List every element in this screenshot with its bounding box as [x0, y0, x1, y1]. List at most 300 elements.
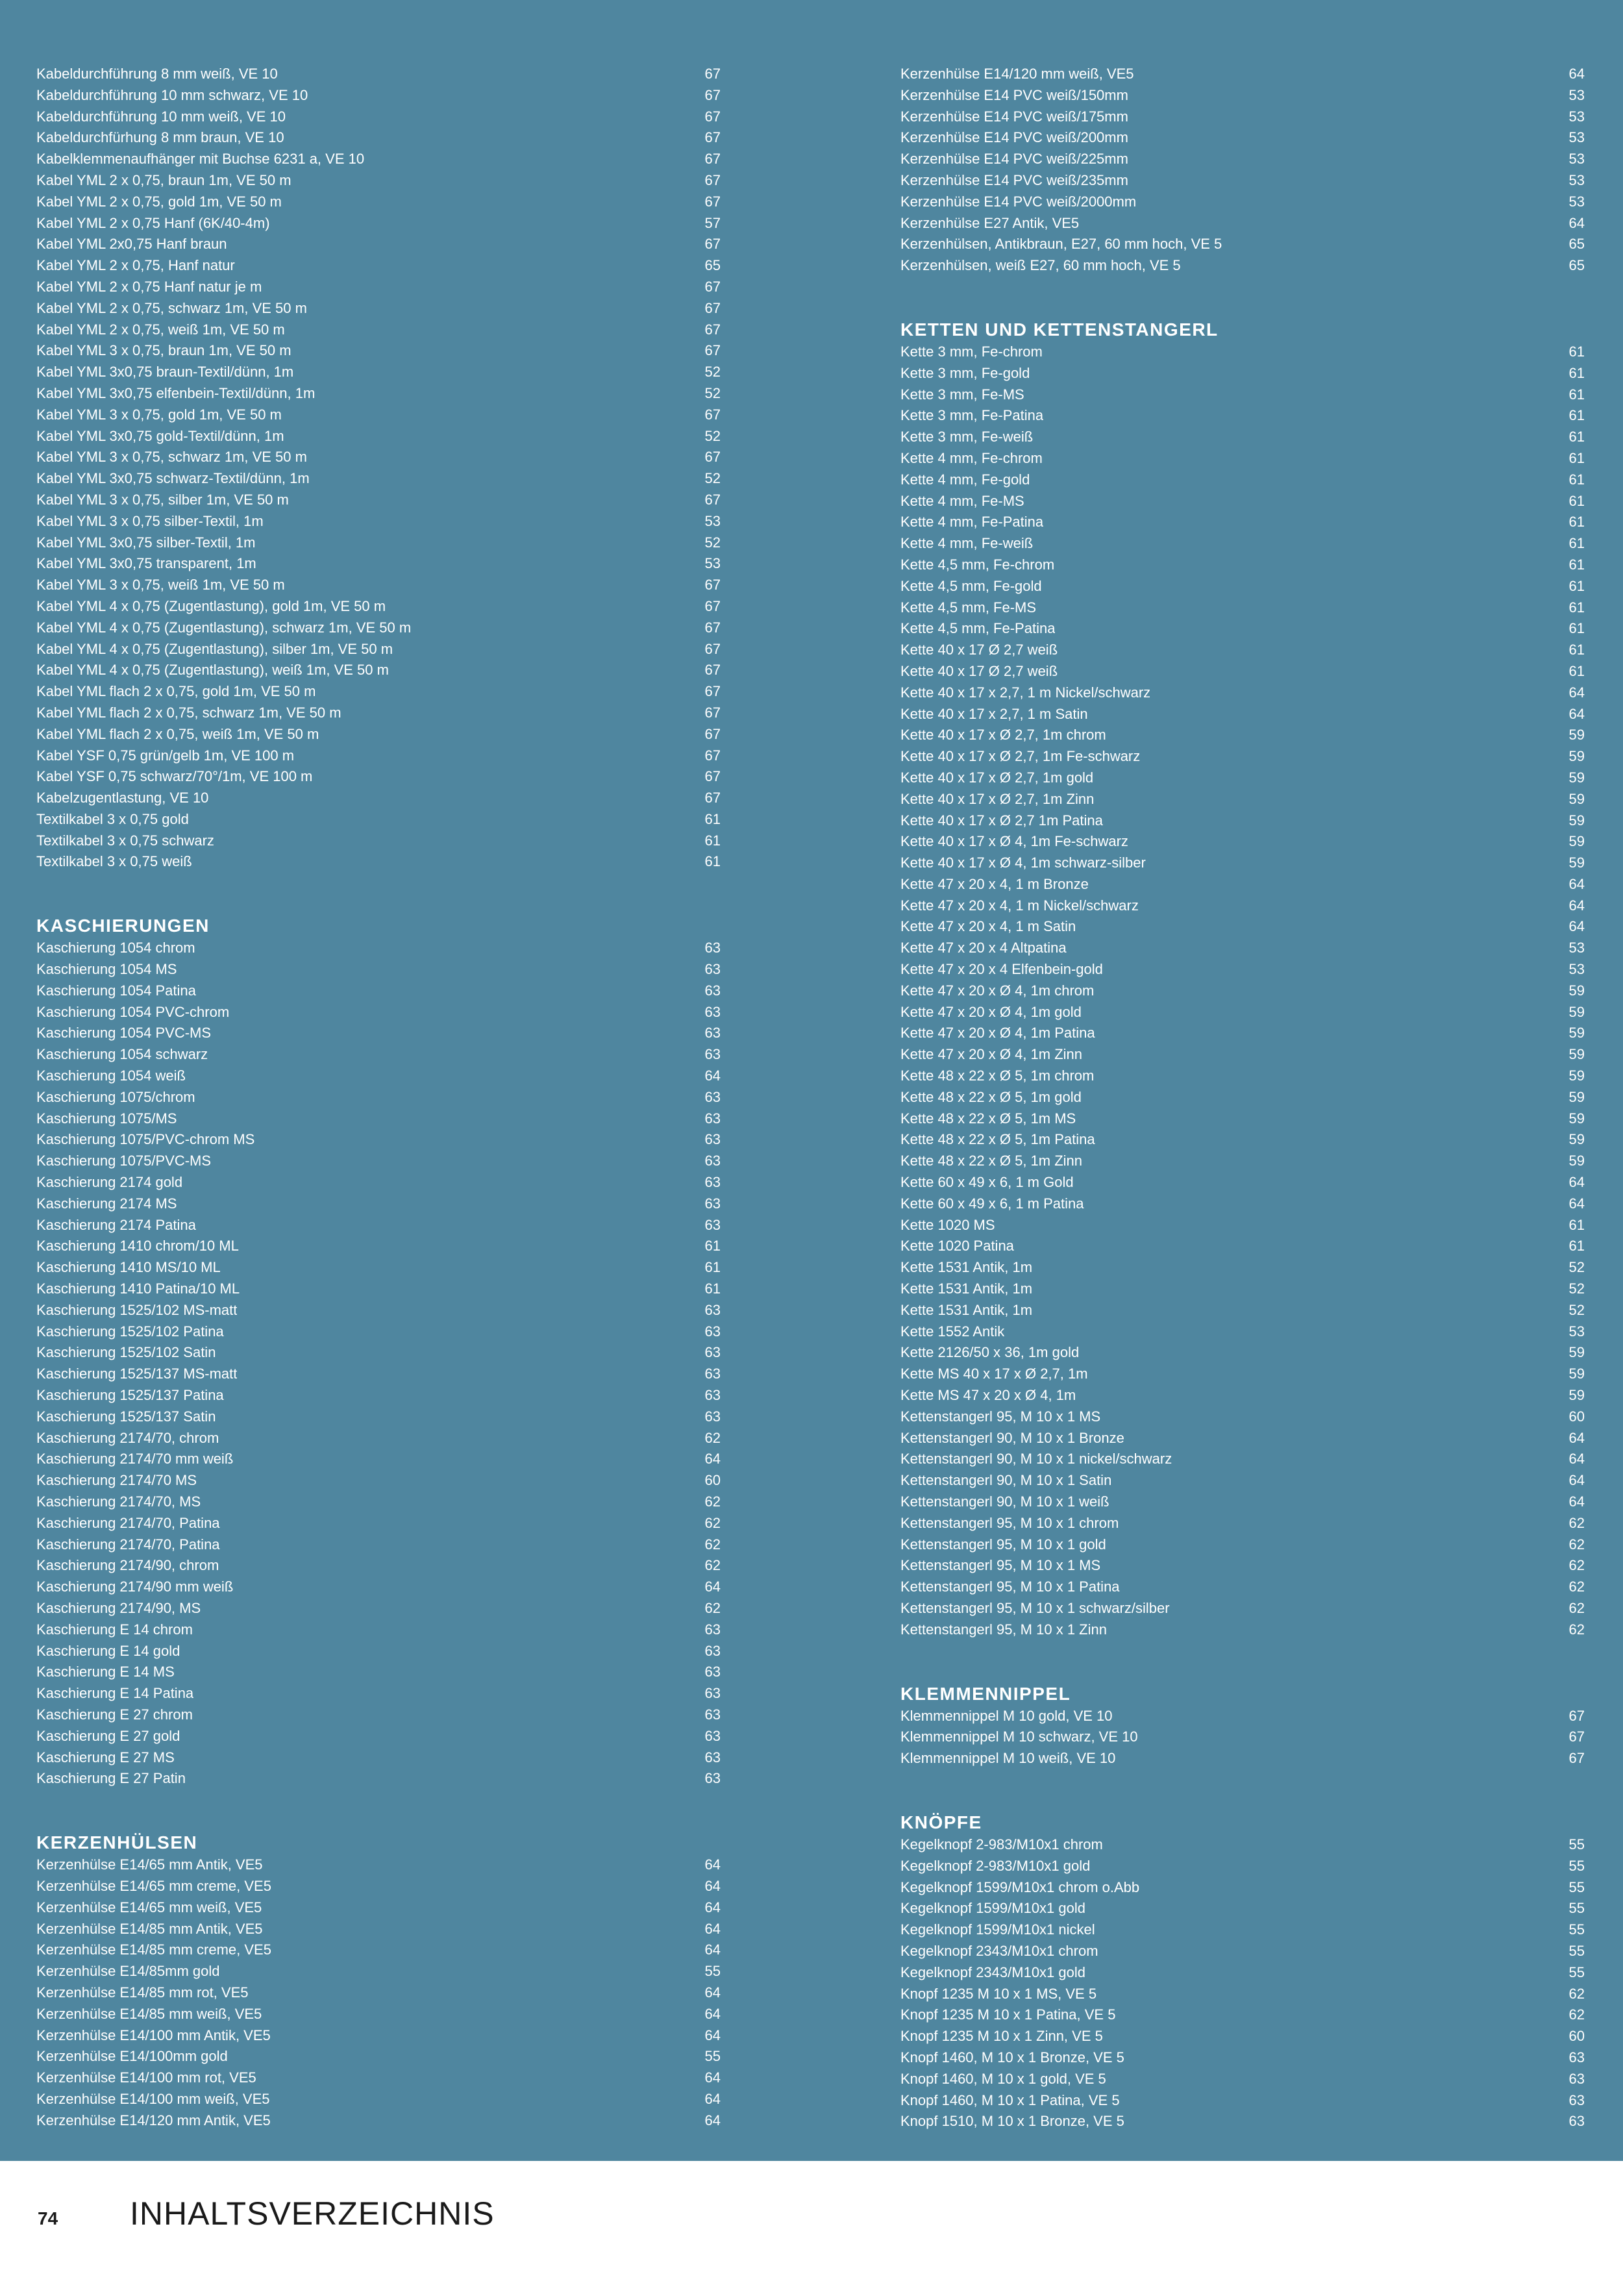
entry-page: 67 — [704, 151, 721, 168]
entry-label: Kaschierung 2174/70, Patina — [36, 1536, 220, 1553]
index-entry — [900, 106, 1585, 128]
index-entry — [900, 1129, 1585, 1151]
index-entry — [900, 1877, 1585, 1899]
entry-label: Kette 47 x 20 x Ø 4, 1m gold — [900, 1003, 1082, 1020]
entry-page: 61 — [1568, 492, 1585, 509]
entry-label: Klemmennippel M 10 schwarz, VE 10 — [900, 1728, 1138, 1745]
entry-page: 59 — [1568, 1387, 1585, 1404]
index-entry — [900, 1577, 1585, 1598]
entry-label: Kette 1552 Antik — [900, 1323, 1005, 1340]
index-entry — [900, 491, 1585, 512]
entry-page: 63 — [1568, 2049, 1585, 2065]
index-section — [900, 319, 1585, 1641]
entry-page: 59 — [1568, 982, 1585, 999]
entry-label: Kegelknopf 1599/M10x1 nickel — [900, 1921, 1095, 1938]
entry-page: 62 — [1568, 1557, 1585, 1574]
index-entry — [36, 1108, 721, 1130]
index-entry — [900, 1044, 1585, 1066]
entry-label: Kabel YML 3x0,75 braun-Textil/dünn, 1m — [36, 364, 294, 381]
entry-page: 63 — [704, 1174, 721, 1191]
index-entry — [36, 362, 721, 383]
entry-page: 62 — [1568, 1599, 1585, 1616]
entry-label: Kette 2126/50 x 36, 1m gold — [900, 1344, 1080, 1361]
index-entry — [36, 1385, 721, 1406]
index-entry — [900, 448, 1585, 469]
index-entry — [36, 724, 721, 745]
index-entry — [36, 766, 721, 788]
entry-label: Kerzenhülse E14/85 mm creme, VE5 — [36, 1941, 271, 1958]
entry-label: Kaschierung 2174/70, chrom — [36, 1429, 219, 1446]
entry-label: Kaschierung E 14 chrom — [36, 1621, 193, 1638]
entry-label: Kabeldurchführung 10 mm schwarz, VE 10 — [36, 86, 308, 103]
index-entry — [36, 532, 721, 554]
entry-label: Kaschierung 1054 schwarz — [36, 1046, 208, 1063]
entry-label: Kaschierung 1054 PVC-chrom — [36, 1003, 230, 1020]
entry-page: 53 — [704, 512, 721, 529]
entry-label: Textilkabel 3 x 0,75 weiß — [36, 853, 192, 870]
entry-page: 67 — [704, 449, 721, 466]
entry-label: Kegelknopf 1599/M10x1 chrom o.Abb — [900, 1878, 1140, 1895]
entry-page: 63 — [704, 1621, 721, 1638]
entry-label: Klemmennippel M 10 weiß, VE 10 — [900, 1750, 1116, 1767]
entry-label: Kaschierung 2174 gold — [36, 1174, 183, 1191]
entry-label: Kabel YML 3 x 0,75, weiß 1m, VE 50 m — [36, 577, 285, 593]
entry-page: 53 — [1568, 129, 1585, 146]
entry-label: Kegelknopf 1599/M10x1 gold — [900, 1900, 1085, 1917]
entry-page: 61 — [1568, 386, 1585, 403]
entry-label: Kette 3 mm, Fe-Patina — [900, 407, 1044, 424]
entry-label: Kerzenhülse E14 PVC weiß/200mm — [900, 129, 1128, 146]
index-entry — [900, 789, 1585, 810]
index-entry — [900, 405, 1585, 427]
entry-page: 59 — [1568, 748, 1585, 765]
entry-label: Knopf 1460, M 10 x 1 Patina, VE 5 — [900, 2091, 1120, 2108]
entry-label: Kette 1531 Antik, 1m — [900, 1280, 1033, 1297]
entry-page: 64 — [1568, 1174, 1585, 1191]
index-entry — [900, 1727, 1585, 1748]
entry-page: 52 — [704, 534, 721, 551]
entry-label: Kaschierung E 27 MS — [36, 1749, 175, 1766]
index-entry — [900, 916, 1585, 938]
entry-label: Kette 1020 MS — [900, 1216, 995, 1233]
index-entry — [900, 1193, 1585, 1215]
entry-page: 64 — [704, 1451, 721, 1467]
entry-page: 67 — [1568, 1728, 1585, 1745]
index-entry — [900, 1491, 1585, 1513]
entry-page: 62 — [704, 1557, 721, 1574]
entry-page: 64 — [704, 1941, 721, 1958]
entry-page: 63 — [704, 1749, 721, 1766]
entry-label: Kabel YML flach 2 x 0,75, gold 1m, VE 50 m — [36, 683, 316, 700]
entry-page: 65 — [704, 257, 721, 274]
entry-label: Kaschierung 1525/102 Satin — [36, 1344, 216, 1361]
entry-page: 67 — [704, 790, 721, 806]
entry-label: Kabel YML 3x0,75 schwarz-Textil/dünn, 1m — [36, 470, 310, 487]
index-entry — [900, 1215, 1585, 1236]
index-entry — [36, 447, 721, 468]
entry-page: 61 — [1568, 514, 1585, 530]
index-entry — [900, 618, 1585, 640]
index-section — [900, 1684, 1585, 1769]
entry-page: 63 — [704, 1088, 721, 1105]
entry-label: Kettenstangerl 95, M 10 x 1 schwarz/silber — [900, 1599, 1170, 1616]
entry-page: 62 — [1568, 1621, 1585, 1638]
entry-page: 67 — [704, 171, 721, 188]
entry-label: Kette 4 mm, Fe-MS — [900, 492, 1024, 509]
entry-page: 55 — [1568, 1900, 1585, 1917]
entry-page: 61 — [1568, 577, 1585, 594]
entry-label: Kerzenhülse E14/65 mm weiß, VE5 — [36, 1899, 262, 1915]
entry-page: 67 — [704, 577, 721, 593]
entry-page: 63 — [704, 1301, 721, 1318]
index-entry — [900, 1898, 1585, 1919]
entry-label: Kabel YML 3x0,75 silber-Textil, 1m — [36, 534, 256, 551]
index-entry — [36, 405, 721, 426]
index-entry — [36, 1449, 721, 1470]
index-entry — [36, 1364, 721, 1385]
index-entry — [900, 1428, 1585, 1449]
index-entry — [900, 938, 1585, 959]
index-entry — [36, 1577, 721, 1598]
entry-page: 67 — [704, 66, 721, 82]
entry-page: 64 — [704, 1578, 721, 1595]
entry-page: 67 — [704, 236, 721, 253]
index-section — [36, 1832, 721, 2131]
index-entry — [900, 640, 1585, 661]
index-entry — [36, 192, 721, 213]
index-entry — [36, 1172, 721, 1193]
entry-label: Kette 4 mm, Fe-weiß — [900, 535, 1034, 552]
entry-label: Kettenstangerl 95, M 10 x 1 Zinn — [900, 1621, 1107, 1638]
index-entry — [900, 2047, 1585, 2069]
entry-label: Kabeldurchfürhung 8 mm braun, VE 10 — [36, 129, 284, 146]
index-entry — [900, 64, 1585, 85]
entry-page: 52 — [704, 427, 721, 444]
entry-label: Kegelknopf 2343/M10x1 gold — [900, 1964, 1085, 1980]
entry-label: Kabel YML 3 x 0,75, schwarz 1m, VE 50 m — [36, 449, 307, 466]
index-entry — [36, 2089, 721, 2110]
entry-page: 63 — [704, 1131, 721, 1148]
entry-page: 67 — [1568, 1707, 1585, 1724]
entry-page: 64 — [1568, 875, 1585, 892]
entry-page: 55 — [1568, 1836, 1585, 1853]
entry-page: 53 — [704, 555, 721, 572]
entry-page: 61 — [1568, 662, 1585, 679]
entry-label: Kaschierung E 14 Patina — [36, 1685, 194, 1702]
index-entry — [900, 555, 1585, 576]
entry-page: 61 — [704, 810, 721, 827]
index-entry — [36, 1662, 721, 1683]
entry-label: Kettenstangerl 90, M 10 x 1 Bronze — [900, 1429, 1124, 1446]
entry-label: Kabel YML flach 2 x 0,75, schwarz 1m, VE 50 m — [36, 704, 341, 721]
entry-label: Kaschierung 1054 Patina — [36, 982, 196, 999]
index-entry — [900, 1555, 1585, 1577]
entry-page: 62 — [704, 1514, 721, 1531]
entry-page: 67 — [704, 704, 721, 721]
entry-page: 63 — [1568, 2070, 1585, 2087]
entry-label: Kette 47 x 20 x 4, 1 m Satin — [900, 918, 1076, 935]
entry-page: 59 — [1568, 790, 1585, 807]
entry-label: Kerzenhülse E14 PVC weiß/175mm — [900, 108, 1128, 125]
index-entry — [36, 788, 721, 809]
index-entry — [900, 874, 1585, 895]
section-title: KASCHIERUNGEN — [36, 916, 210, 936]
entry-page: 67 — [704, 299, 721, 316]
index-section — [900, 64, 1585, 277]
entry-page: 64 — [1568, 705, 1585, 722]
entry-label: Kerzenhülse E14 PVC weiß/2000mm — [900, 193, 1137, 210]
index-entry — [900, 1002, 1585, 1023]
entry-page: 59 — [1568, 855, 1585, 871]
entry-label: Kerzenhülse E14/100 mm weiß, VE5 — [36, 2090, 270, 2107]
entry-label: Kaschierung 2174 Patina — [36, 1216, 196, 1233]
entry-page: 64 — [704, 2090, 721, 2107]
index-entry — [36, 1002, 721, 1023]
index-entry — [900, 363, 1585, 384]
entry-label: Kabel YML 4 x 0,75 (Zugentlastung), schwarz 1m, VE 50 m — [36, 619, 412, 636]
entry-page: 55 — [1568, 1964, 1585, 1980]
entry-page: 67 — [704, 747, 721, 764]
entry-label: Kabel YML 2 x 0,75, Hanf natur — [36, 257, 235, 274]
entry-label: Kaschierung 2174 MS — [36, 1195, 177, 1212]
entry-label: Kette 4 mm, Fe-chrom — [900, 449, 1043, 466]
index-entry — [900, 1941, 1585, 1962]
entry-label: Kettenstangerl 90, M 10 x 1 nickel/schwarz — [900, 1451, 1172, 1467]
entry-page: 64 — [1568, 214, 1585, 231]
index-entry — [36, 1961, 721, 1982]
entry-page: 63 — [1568, 2113, 1585, 2130]
entry-page: 52 — [704, 384, 721, 401]
index-entry — [36, 1982, 721, 2004]
index-entry — [900, 1236, 1585, 1257]
entry-label: Kabel YML 4 x 0,75 (Zugentlastung), silber 1m, VE 50 m — [36, 640, 393, 657]
index-entry — [900, 170, 1585, 192]
entry-label: Kaschierung 1054 MS — [36, 961, 177, 978]
entry-page: 64 — [704, 1067, 721, 1084]
entry-label: Kabel YML 2 x 0,75, gold 1m, VE 50 m — [36, 193, 282, 210]
entry-page: 61 — [1568, 1238, 1585, 1254]
entry-page: 53 — [1568, 171, 1585, 188]
entry-page: 67 — [704, 725, 721, 742]
entry-label: Kaschierung E 14 gold — [36, 1642, 180, 1659]
entry-page: 63 — [1568, 2091, 1585, 2108]
entry-label: Kette MS 40 x 17 x Ø 2,7, 1m — [900, 1366, 1088, 1382]
entry-label: Kette 40 x 17 x Ø 4, 1m Fe-schwarz — [900, 833, 1128, 850]
index-entry — [36, 1257, 721, 1279]
entry-page: 61 — [1568, 556, 1585, 573]
entry-label: Kerzenhülse E14/85mm gold — [36, 1963, 220, 1980]
entry-label: Kettenstangerl 90, M 10 x 1 weiß — [900, 1493, 1109, 1510]
entry-label: Kaschierung 1525/102 Patina — [36, 1323, 224, 1340]
entry-label: Kette 48 x 22 x Ø 5, 1m Zinn — [900, 1153, 1083, 1169]
entry-label: Kette 40 x 17 x Ø 2,7 1m Patina — [900, 812, 1103, 829]
index-entry — [36, 1087, 721, 1108]
entry-page: 63 — [704, 1770, 721, 1787]
index-entry — [36, 1768, 721, 1790]
entry-label: Kette 3 mm, Fe-gold — [900, 364, 1030, 381]
entry-label: Kerzenhülse E14/120 mm weiß, VE5 — [900, 66, 1134, 82]
index-entry — [36, 1406, 721, 1428]
index-entry — [36, 1023, 721, 1044]
entry-page: 64 — [1568, 897, 1585, 914]
entry-label: Kette 3 mm, Fe-chrom — [900, 343, 1043, 360]
entry-page: 64 — [1568, 1195, 1585, 1212]
index-entry — [900, 959, 1585, 980]
entry-label: Kabel YML 2x0,75 Hanf braun — [36, 236, 227, 253]
entry-label: Kerzenhülse E14/120 mm Antik, VE5 — [36, 2112, 271, 2128]
entry-page: 65 — [1568, 236, 1585, 253]
index-entry — [36, 2067, 721, 2089]
entry-label: Kaschierung 1525/137 MS-matt — [36, 1366, 238, 1382]
entry-page: 61 — [1568, 620, 1585, 637]
entry-label: Kabel YML 2 x 0,75, braun 1m, VE 50 m — [36, 171, 291, 188]
entry-label: Kabelklemmenaufhänger mit Buchse 6231 a, VE 10 — [36, 151, 365, 168]
entry-label: Kettenstangerl 95, M 10 x 1 MS — [900, 1557, 1101, 1574]
index-entry — [900, 149, 1585, 170]
entry-label: Kaschierung 1075/PVC-MS — [36, 1153, 212, 1169]
entry-label: Kette 40 x 17 x Ø 2,7, 1m Zinn — [900, 790, 1095, 807]
entry-page: 53 — [1568, 86, 1585, 103]
entry-label: Kabel YSF 0,75 grün/gelb 1m, VE 100 m — [36, 747, 295, 764]
entry-label: Kaschierung 1410 Patina/10 ML — [36, 1280, 240, 1297]
entry-page: 67 — [704, 278, 721, 295]
index-entry — [900, 1470, 1585, 1491]
entry-page: 65 — [1568, 257, 1585, 274]
entry-label: Kerzenhülse E14/65 mm creme, VE5 — [36, 1877, 271, 1894]
entry-page: 55 — [1568, 1921, 1585, 1938]
entry-label: Kaschierung 1075/PVC-chrom MS — [36, 1131, 255, 1148]
index-entry — [900, 1919, 1585, 1941]
entry-page: 64 — [1568, 918, 1585, 935]
entry-page: 63 — [704, 1153, 721, 1169]
entry-label: Textilkabel 3 x 0,75 gold — [36, 810, 189, 827]
entry-label: Kette 4,5 mm, Fe-chrom — [900, 556, 1055, 573]
entry-page: 62 — [1568, 1578, 1585, 1595]
footer-title: INHALTSVERZEICHNIS — [130, 2195, 495, 2232]
index-entry — [900, 2004, 1585, 2026]
entry-page: 61 — [1568, 599, 1585, 616]
entry-label: Kette 4 mm, Fe-gold — [900, 471, 1030, 488]
entry-page: 62 — [1568, 1536, 1585, 1553]
entry-page: 67 — [704, 662, 721, 679]
entry-label: Kette 3 mm, Fe-MS — [900, 386, 1024, 403]
index-entry — [900, 1257, 1585, 1279]
index-entry — [900, 1748, 1585, 1769]
index-entry — [36, 1534, 721, 1556]
entry-page: 62 — [1568, 1514, 1585, 1531]
index-entry — [900, 682, 1585, 704]
entry-label: Kette 48 x 22 x Ø 5, 1m Patina — [900, 1131, 1095, 1148]
index-entry — [900, 1834, 1585, 1856]
entry-label: Kette 47 x 20 x 4, 1 m Nickel/schwarz — [900, 897, 1139, 914]
index-entry — [36, 1854, 721, 1876]
index-entry — [900, 192, 1585, 213]
entry-label: Kette 1531 Antik, 1m — [900, 1301, 1033, 1318]
entry-label: Kabel YML 2 x 0,75 Hanf (6K/40-4m) — [36, 214, 270, 231]
entry-page: 59 — [1568, 1131, 1585, 1148]
entry-label: Kette 40 x 17 Ø 2,7 weiß — [900, 642, 1058, 658]
entry-page: 63 — [704, 1323, 721, 1340]
entry-page: 63 — [704, 1685, 721, 1702]
entry-page: 67 — [704, 129, 721, 146]
entry-label: Kabel YML 3 x 0,75, braun 1m, VE 50 m — [36, 342, 291, 359]
entry-label: Kettenstangerl 95, M 10 x 1 Patina — [900, 1578, 1120, 1595]
entry-label: Kette 60 x 49 x 6, 1 m Patina — [900, 1195, 1084, 1212]
entry-label: Kerzenhülse E14/100 mm Antik, VE5 — [36, 2027, 271, 2043]
entry-page: 63 — [704, 1664, 721, 1680]
section-title: KETTEN UND KETTENSTANGERL — [900, 319, 1219, 340]
index-entry — [900, 234, 1585, 255]
index-entry — [36, 681, 721, 703]
entry-label: Kabeldurchführung 10 mm weiß, VE 10 — [36, 108, 286, 125]
entry-label: Kette 47 x 20 x Ø 4, 1m Patina — [900, 1025, 1095, 1042]
index-entry — [36, 2046, 721, 2067]
index-entry — [36, 490, 721, 511]
entry-page: 60 — [1568, 1408, 1585, 1425]
entry-label: Kabel YML 3 x 0,75 silber-Textil, 1m — [36, 512, 264, 529]
index-entry — [900, 1984, 1585, 2005]
index-entry — [36, 1193, 721, 1215]
entry-page: 59 — [1568, 1344, 1585, 1361]
entry-page: 53 — [1568, 108, 1585, 125]
index-entry — [900, 512, 1585, 533]
index-entry — [36, 1428, 721, 1449]
entry-label: Knopf 1235 M 10 x 1 Patina, VE 5 — [900, 2006, 1116, 2023]
entry-page: 61 — [704, 1259, 721, 1276]
entry-page: 61 — [1568, 642, 1585, 658]
entry-page: 61 — [704, 1238, 721, 1254]
entry-label: Kabeldurchführung 8 mm weiß, VE 10 — [36, 66, 278, 82]
index-entry — [900, 1385, 1585, 1406]
index-entry — [900, 1023, 1585, 1044]
entry-page: 67 — [704, 342, 721, 359]
index-entry — [36, 1513, 721, 1534]
index-entry — [900, 1364, 1585, 1385]
index-entry — [36, 511, 721, 532]
entry-label: Kette 48 x 22 x Ø 5, 1m MS — [900, 1110, 1076, 1127]
entry-page: 63 — [704, 1727, 721, 1744]
index-section — [36, 64, 721, 873]
index-entry — [36, 2110, 721, 2132]
entry-label: Kaschierung 1525/137 Patina — [36, 1387, 224, 1404]
index-entry — [36, 255, 721, 277]
index-entry — [36, 980, 721, 1002]
entry-page: 59 — [1568, 1025, 1585, 1042]
entry-label: Kettenstangerl 95, M 10 x 1 MS — [900, 1408, 1101, 1425]
index-section — [36, 916, 721, 1790]
entry-label: Kegelknopf 2-983/M10x1 chrom — [900, 1836, 1103, 1853]
entry-label: Kette 40 x 17 Ø 2,7 weiß — [900, 662, 1058, 679]
entry-label: Kerzenhülse E14/100 mm rot, VE5 — [36, 2069, 256, 2086]
entry-label: Kettenstangerl 95, M 10 x 1 chrom — [900, 1514, 1119, 1531]
entry-page: 59 — [1568, 727, 1585, 743]
entry-label: Kette MS 47 x 20 x Ø 4, 1m — [900, 1387, 1076, 1404]
entry-label: Kerzenhülse E14/85 mm Antik, VE5 — [36, 1920, 263, 1937]
index-entry — [900, 725, 1585, 746]
page-number: 74 — [38, 2208, 58, 2228]
entry-label: Kette 40 x 17 x Ø 2,7, 1m gold — [900, 769, 1094, 786]
entry-page: 61 — [1568, 429, 1585, 445]
index-entry — [900, 1598, 1585, 1619]
index-entry — [900, 810, 1585, 832]
entry-page: 67 — [1568, 1750, 1585, 1767]
entry-page: 63 — [704, 940, 721, 956]
index-entry — [36, 1919, 721, 1940]
entry-label: Kaschierung 2174/70 mm weiß — [36, 1451, 234, 1467]
entry-page: 59 — [1568, 1003, 1585, 1020]
entry-label: Kabel YSF 0,75 schwarz/70°/1m, VE 100 m — [36, 768, 313, 785]
entry-page: 59 — [1568, 812, 1585, 829]
